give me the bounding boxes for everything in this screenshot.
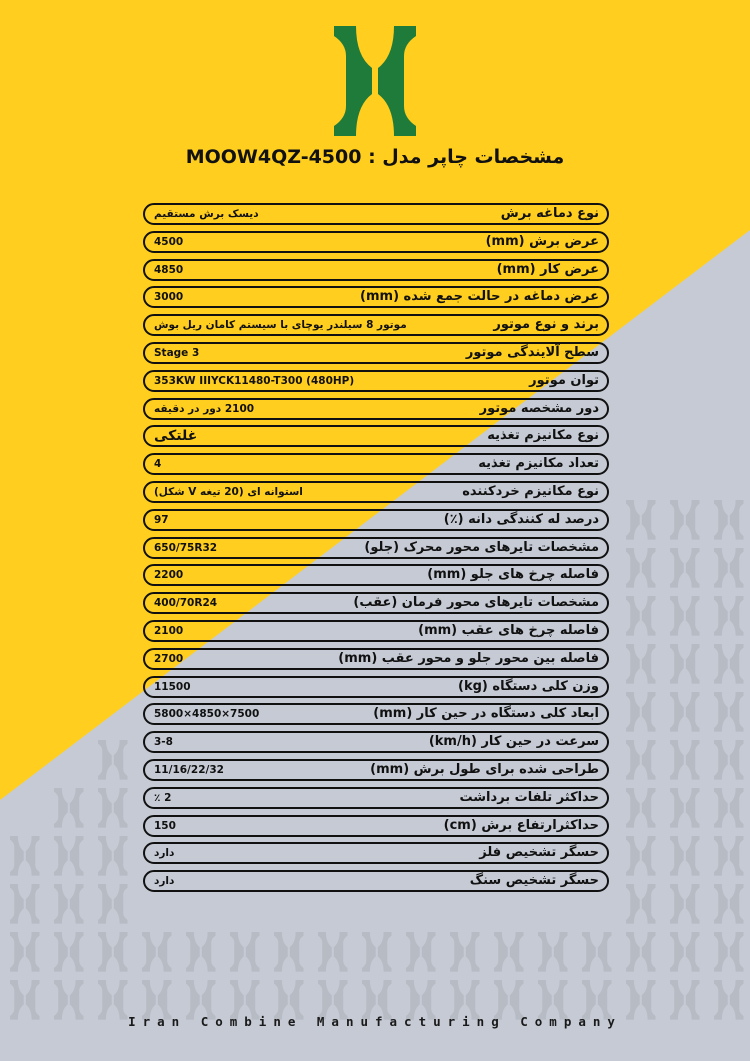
spec-value: ٪ 2 xyxy=(154,791,172,804)
spec-value: 4500 xyxy=(154,235,184,248)
spec-label: مشخصات تایرهای محور محرک (جلو) xyxy=(364,539,599,555)
spec-label: فاصله چرخ های عقب (mm) xyxy=(418,622,599,638)
spec-label: دور مشخصه موتور xyxy=(479,400,599,416)
spec-row xyxy=(143,203,609,225)
spec-row xyxy=(143,314,609,336)
spec-label: مشخصات تایرهای محور فرمان (عقب) xyxy=(353,595,599,611)
spec-row xyxy=(143,481,609,503)
spec-label: فاصله چرخ های جلو (mm) xyxy=(427,567,599,583)
spec-label: نوع مکانیزم خردکننده xyxy=(462,483,599,499)
spec-row xyxy=(143,425,609,447)
spec-table xyxy=(143,203,609,898)
company-footer: Iran Combine Manufacturing Company xyxy=(128,1014,622,1029)
spec-value: 2700 xyxy=(154,652,184,665)
spec-label: درصد له کنندگی دانه (٪) xyxy=(443,511,599,527)
spec-label: برند و نوع موتور xyxy=(493,317,599,333)
spec-row xyxy=(143,370,609,392)
spec-row xyxy=(143,731,609,753)
spec-row xyxy=(143,676,609,698)
spec-row xyxy=(143,564,609,586)
spec-value: استوانه ای (20 تیغه V شکل) xyxy=(154,485,303,498)
spec-label: حداکثر تلفات برداشت xyxy=(459,789,599,805)
spec-row xyxy=(143,842,609,864)
spec-value: موتور 8 سیلندر یوچای با سیستم کامان ریل بوش xyxy=(154,319,407,332)
spec-label: حداکثرارتفاع برش (cm) xyxy=(443,817,599,833)
spec-label: عرض دماغه در حالت جمع شده (mm) xyxy=(360,289,599,305)
spec-value: دیسک برش مستقیم xyxy=(154,208,259,220)
iran-combine-logo-icon xyxy=(334,26,416,136)
spec-label: سرعت در حین کار (km/h) xyxy=(428,734,599,750)
spec-row xyxy=(143,286,609,308)
spec-value: 11500 xyxy=(154,680,191,693)
spec-label: عرض برش (mm) xyxy=(485,233,599,249)
spec-value: دارد xyxy=(154,847,175,860)
spec-label: توان موتور xyxy=(529,372,599,388)
spec-value: 4850 xyxy=(154,263,184,276)
spec-value: 650/75R32 xyxy=(154,541,218,554)
spec-row xyxy=(143,787,609,809)
spec-label: سطح آلایندگی موتور xyxy=(465,344,599,360)
spec-label: عرض کار (mm) xyxy=(496,261,599,277)
spec-label: فاصله بین محور جلو و محور عقب (mm) xyxy=(338,650,599,666)
spec-row xyxy=(143,231,609,253)
spec-value: 3-8 xyxy=(154,736,173,749)
spec-value: غلتکی xyxy=(154,428,198,445)
spec-value: 5800×4850×7500 xyxy=(154,708,260,721)
spec-row xyxy=(143,453,609,475)
spec-row xyxy=(143,509,609,531)
spec-label: وزن کلی دستگاه (kg) xyxy=(458,678,599,694)
spec-label: ابعاد کلی دستگاه در حین کار (mm) xyxy=(373,706,599,722)
spec-row xyxy=(143,759,609,781)
spec-row xyxy=(143,537,609,559)
spec-value: Stage 3 xyxy=(154,346,200,359)
spec-row xyxy=(143,620,609,642)
spec-row xyxy=(143,592,609,614)
spec-label: طراحی شده برای طول برش (mm) xyxy=(370,761,599,777)
spec-value: دارد xyxy=(154,875,175,888)
spec-value: 3000 xyxy=(154,291,184,304)
spec-value: 11/16/22/32 xyxy=(154,763,224,776)
spec-value: 150 xyxy=(154,819,176,832)
spec-row xyxy=(143,398,609,420)
spec-row xyxy=(143,342,609,364)
spec-row xyxy=(143,815,609,837)
spec-row xyxy=(143,703,609,725)
spec-label: نوع مکانیزم تغذیه xyxy=(487,428,599,444)
spec-row xyxy=(143,259,609,281)
spec-label: نوع دماغه برش xyxy=(500,206,599,221)
spec-label: تعداد مکانیزم تغذیه xyxy=(478,456,599,472)
spec-value: 353KW IIIYCK11480-T300 (480HP) xyxy=(154,374,355,387)
spec-value: 4 xyxy=(154,458,162,471)
spec-row xyxy=(143,648,609,670)
spec-value: 2100 دور در دقیقه xyxy=(154,402,255,415)
spec-value: 2200 xyxy=(154,569,184,582)
spec-value: 400/70R24 xyxy=(154,597,218,610)
page-title: مشخصات چاپر مدل : MOOW4QZ-4500 xyxy=(185,146,565,168)
spec-row xyxy=(143,870,609,892)
spec-label: حسگر تشخیص سنگ xyxy=(469,873,599,889)
spec-value: 2100 xyxy=(154,624,184,637)
spec-label: حسگر تشخیص فلز xyxy=(479,845,599,861)
spec-value: 97 xyxy=(154,513,169,526)
